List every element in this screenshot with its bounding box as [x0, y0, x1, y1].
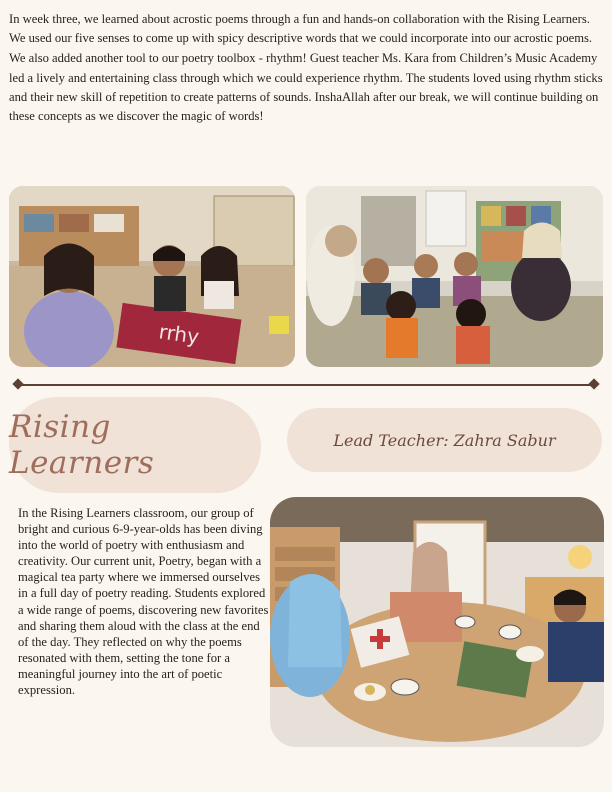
intro-paragraph-1: In week three, we learned about acrostic poems through a fun and hands-on collaboration with the Rising Learners. We used our five senses to come up with spicy descriptive words that we could incorporate into our acrostic poems. — [9, 12, 593, 46]
photo-rhythm-class — [306, 186, 603, 367]
section-title: Rising Learners — [9, 409, 155, 481]
lead-teacher-label: Lead Teacher: Zahra Sabur — [333, 430, 556, 450]
svg-text:rrhy: rrhy — [157, 319, 201, 349]
section-body: In the Rising Learners classroom, our group of bright and curious 6-9-year-olds has been diving into the world of poetry with enthusiasm and creativity. Our current unit, Poetry, began with a magical tea party where we immersed ourselves in a full day of poetry reading. Students explored a wide range of poems, discovering new favorites and sharing them aloud with the class at the end of the day. They reflected on why the poems resonated with them, setting the tone for a meaningful journey into the art of poetic expression. — [18, 506, 269, 698]
intro-text — [9, 10, 603, 127]
diamond-icon — [588, 378, 599, 389]
intro-paragraph-2: We also added another tool to our poetry toolbox - rhythm! Guest teacher Ms. Kara from Children’s Music Academy led a lively and entertaining class through which we could experience rhythm. The students loved using rhythm sticks and their new skill of repetition to create patterns of sounds. InshaAllah after our break, we will continue building on these concepts as we discover the magic of words! — [9, 51, 603, 124]
photo-students-with-word-board — [9, 186, 295, 367]
section-divider — [14, 379, 598, 391]
photo-tea-party — [270, 497, 604, 747]
diamond-icon — [12, 378, 23, 389]
